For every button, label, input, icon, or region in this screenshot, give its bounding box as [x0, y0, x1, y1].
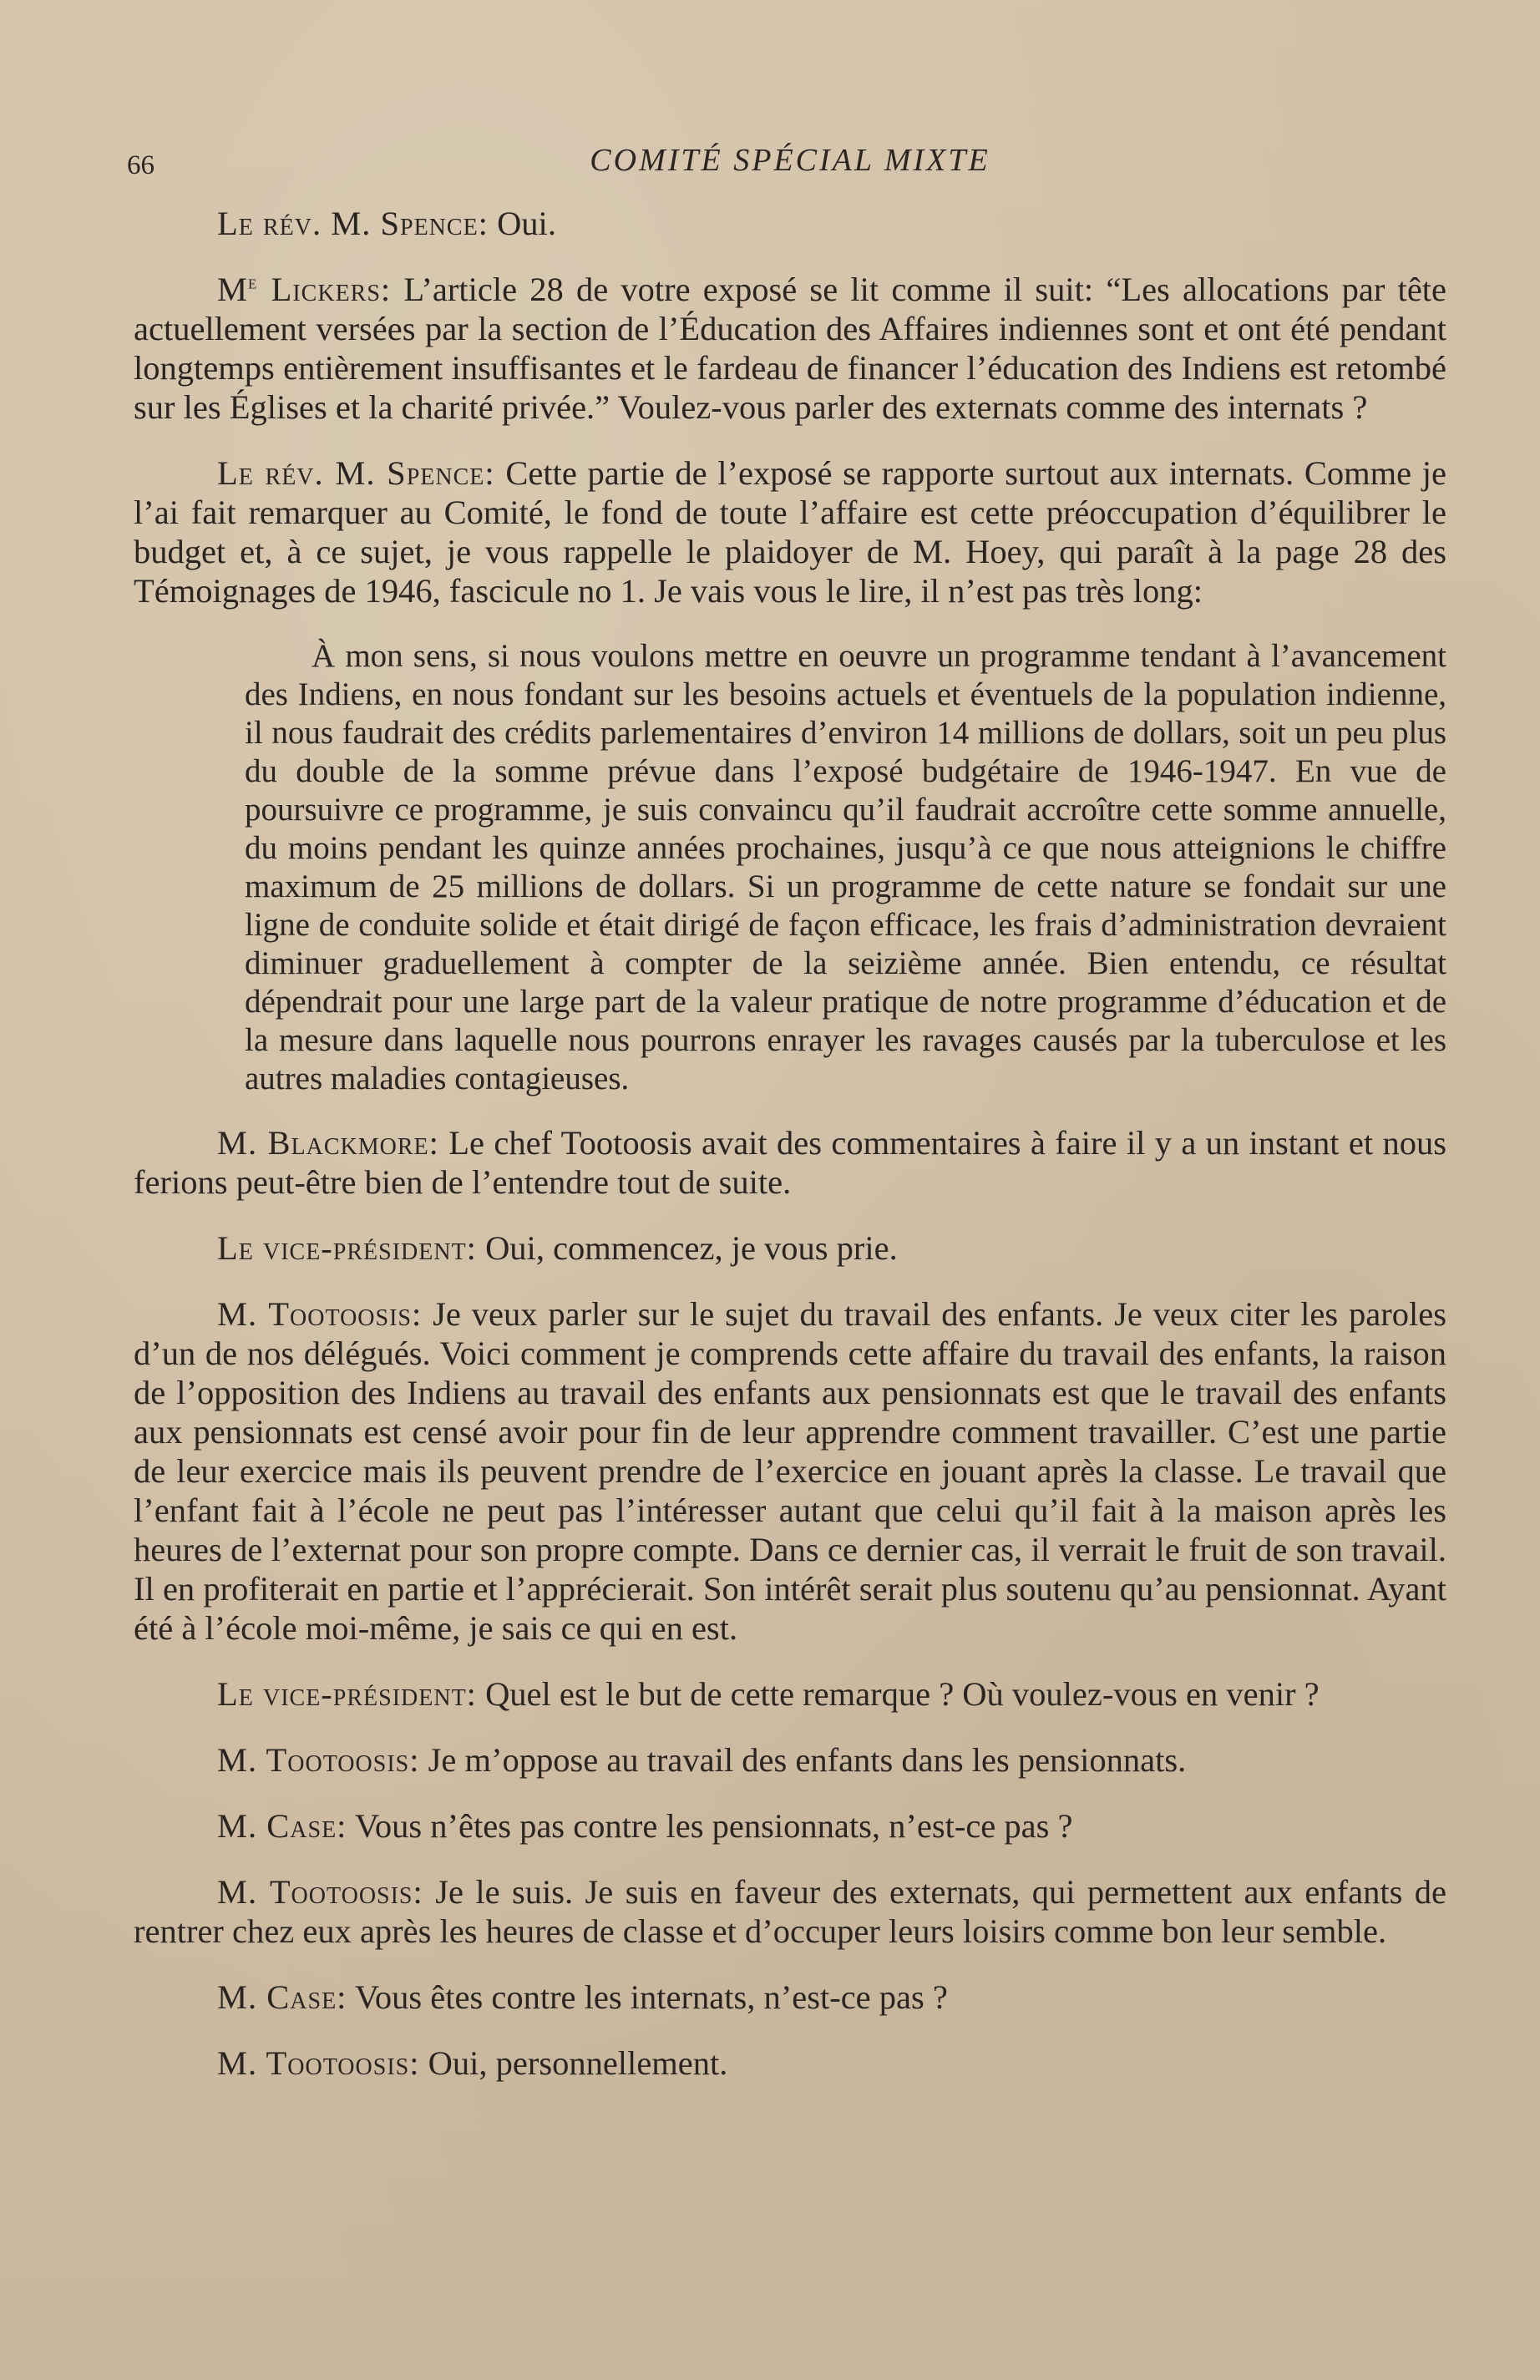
paragraph-tootoosis-2	[134, 1740, 1446, 1780]
speaker-name: Le rév. M. Spence:	[217, 454, 495, 492]
paragraph-tootoosis-4	[134, 2043, 1446, 2083]
paragraph-text: Je veux parler sur le sujet du travail des enfants. Je veux citer les paroles d’un de nos délégués. Voici comment je comprends cette affaire du travail des enfants, la raison de l’opposition des Indiens au travail des enfants aux pensionnats est que le travail des enfants aux pensionnats est censé avoir pour fin de leur apprendre comment travailler. C’est une partie de leur exercice mais ils peuvent prendre de l’exercice en jouant après la classe. Le travail que l’enfant fait à l’école ne peut pas l’intéresser autant que celui qu’il fait à la maison après les heures de l’externat pour son propre compte. Dans ce dernier cas, il verrait le fruit de son travail. Il en profiterait en partie et l’apprécierait. Son intérêt serait plus soutenu qu’au pensionnat. Ayant été à l’école moi-même, je sais ce qui en est.	[134, 1295, 1446, 1647]
running-title: COMITÉ SPÉCIAL MIXTE	[590, 143, 990, 178]
paragraph-text: Vous êtes contre les internats, n’est-ce pas ?	[354, 1978, 948, 2016]
paragraph-text: Vous n’êtes pas contre les pensionnats, n’est-ce pas ?	[354, 1807, 1073, 1845]
paragraph-text: Cette partie de l’exposé se rapporte surtout aux internats. Comme je l’ai fait remarquer au Comité, le fond de toute l’affaire est cette préoccupation d’équilibrer le budget et, à ce sujet, je vous rappelle le plaidoyer de M. Hoey, qui paraît à la page 28 des Témoignages de 1946, fascicule no 1. Je vais vous le lire, il n’est pas très long:	[134, 454, 1446, 610]
page-number: 66	[127, 150, 155, 180]
paragraph-spence-2	[134, 453, 1446, 610]
speaker-name: M. Tootoosis:	[217, 2044, 420, 2082]
paragraph-text: Oui, commencez, je vous prie.	[485, 1229, 898, 1267]
speaker-name: M. Blackmore:	[217, 1124, 439, 1162]
speaker-name: Le vice-président:	[217, 1675, 477, 1713]
paragraph-text: Le chef Tootoosis avait des commentaires à faire il y a un instant et nous ferions peut-être bien de l’entendre tout de suite.	[134, 1124, 1446, 1201]
paragraph-text: Quel est le but de cette remarque ? Où voulez-vous en venir ?	[485, 1675, 1320, 1713]
speaker-name: Le vice-président:	[217, 1229, 477, 1267]
paragraph-vice-president-2	[134, 1674, 1446, 1714]
paragraph-text: Oui, personnellement.	[428, 2044, 728, 2082]
speaker-name: M. Case:	[217, 1807, 347, 1845]
page-header	[127, 134, 1446, 184]
speaker-name: M. Case:	[217, 1978, 347, 2016]
paragraph-case-1	[134, 1806, 1446, 1846]
paragraph-blackmore	[134, 1123, 1446, 1202]
paragraph-text: L’article 28 de votre exposé se lit comme il suit: “Les allocations par tête actuellement versées par la section de l’Éducation des Affaires indiennes sont et ont été pendant longtemps entièrement insuffisantes et le fardeau de financer l’éducation des Indiens est retombé sur les Églises et la charité privée.” Voulez-vous parler des externats comme des internats ?	[134, 271, 1447, 426]
paragraph-text: Je le suis. Je suis en faveur des externats, qui permettent aux enfants de rentrer chez eux après les heures de classe et d’occuper leurs loisirs comme bon leur semble.	[134, 1873, 1446, 1950]
speaker-name: M. Tootoosis:	[217, 1295, 423, 1333]
speaker-name: M. Tootoosis:	[217, 1873, 423, 1911]
paragraph-tootoosis-1	[134, 1294, 1446, 1648]
paragraph-tootoosis-3	[134, 1872, 1446, 1951]
transcript-body	[134, 204, 1446, 2083]
speaker-name: M. Tootoosis:	[217, 1741, 420, 1779]
paragraph-spence-1	[134, 204, 1446, 243]
paragraph-vice-president-1	[134, 1228, 1446, 1268]
paragraph-text: Oui.	[497, 205, 556, 242]
speaker-name: Le rév. M. Spence:	[217, 205, 489, 242]
speaker-name: Me Lickers:	[217, 271, 392, 308]
paragraph-text: Je m’oppose au travail des enfants dans les pensionnats.	[428, 1741, 1187, 1779]
paragraph-lickers	[134, 270, 1446, 427]
paragraph-case-2	[134, 1977, 1446, 2017]
block-quote-hoey: À mon sens, si nous voulons mettre en oeuvre un programme tendant à l’avancement des Indiens, en nous fondant sur les besoins actuels et éventuels de la population indienne, il nous faudrait des crédits parlementaires d’environ 14 millions de dollars, soit un peu plus du double de la somme prévue dans l’exposé budgétaire de 1946-1947. En vue de poursuivre ce programme, je suis convaincu qu’il faudrait accroître cette somme annuelle, du moins pendant les quinze années prochaines, jusqu’à ce que nous atteignions le chiffre maximum de 25 millions de dollars. Si un programme de cette nature se fondait sur une ligne de conduite solide et était dirigé de façon efficace, les frais d’administration devraient diminuer graduellement à compter de la seizième année. Bien entendu, ce résultat dépendrait pour une large part de la valeur pratique de notre programme d’éducation et de la mesure dans laquelle nous pourrons enrayer les ravages causés par la tuberculose et les autres maladies contagieuses.	[245, 638, 1446, 1096]
